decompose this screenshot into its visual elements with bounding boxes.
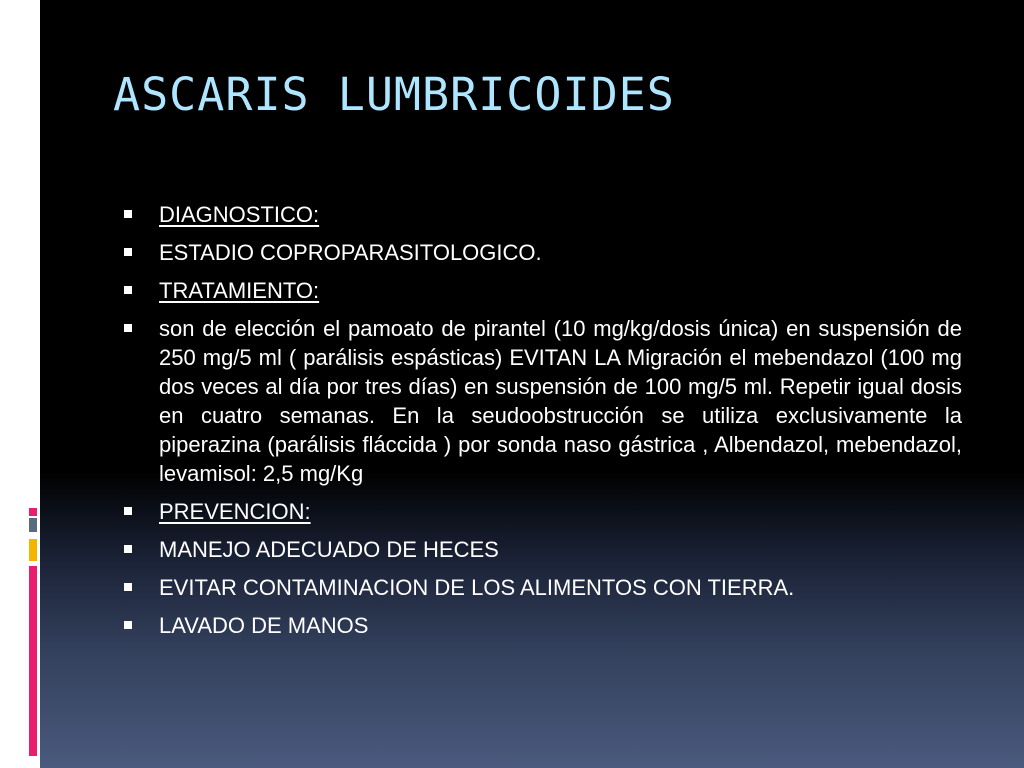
bullet-item-estadio (120, 238, 962, 267)
bullet-item-evitar-contaminacion (120, 573, 962, 602)
accent-bar-yellow (29, 539, 37, 561)
treatment-paragraph: son de elección el pamoato de pirantel (10 mg/kg/dosis única) en suspensión de 250 mg/5 ml ( parálisis espásticas) EVITAN LA Migración el mebendazol (100 mg dos veces al día por tres días) en suspensión de 100 mg/5 ml. Repetir igual dosis en cuatro semanas. En la seudoobstrucción se utiliza exclusivamente la piperazina (parálisis fláccida ) por sonda naso gástrica , Albendazol, mebendazol, levamisol: 2,5 mg/Kg (159, 316, 962, 486)
accent-bar-pink-top (29, 508, 37, 516)
accent-bar-pink-bottom (29, 566, 37, 756)
bullet-text-lavado-manos: LAVADO DE MANOS (159, 613, 369, 638)
square-bullet-icon (124, 507, 132, 515)
bullet-item-prevencion (120, 497, 962, 526)
accent-bar-gray (29, 518, 37, 532)
square-bullet-icon (124, 583, 132, 591)
bullet-text-estadio: ESTADIO COPROPARASITOLOGICO. (159, 240, 542, 265)
bullet-item-diagnostico (120, 200, 962, 229)
section-heading-tratamiento: TRATAMIENTO: (159, 278, 320, 303)
section-heading-prevencion: PREVENCION: (159, 499, 311, 524)
bullet-item-lavado-manos (120, 611, 962, 640)
bullet-text-manejo-heces: MANEJO ADECUADO DE HECES (159, 537, 499, 562)
square-bullet-icon (124, 210, 132, 218)
square-bullet-icon (124, 324, 132, 332)
bullet-list (120, 200, 962, 649)
bullet-text-evitar-contaminacion: EVITAR CONTAMINACION DE LOS ALIMENTOS CON TIERRA. (159, 575, 795, 600)
square-bullet-icon (124, 248, 132, 256)
square-bullet-icon (124, 545, 132, 553)
slide-title: ASCARIS LUMBRICOIDES (113, 68, 675, 121)
section-heading-diagnostico: DIAGNOSTICO: (159, 202, 320, 227)
square-bullet-icon (124, 286, 132, 294)
bullet-item-manejo-heces (120, 535, 962, 564)
square-bullet-icon (124, 621, 132, 629)
bullet-item-treatment-detail (120, 314, 962, 488)
bullet-item-tratamiento (120, 276, 962, 305)
